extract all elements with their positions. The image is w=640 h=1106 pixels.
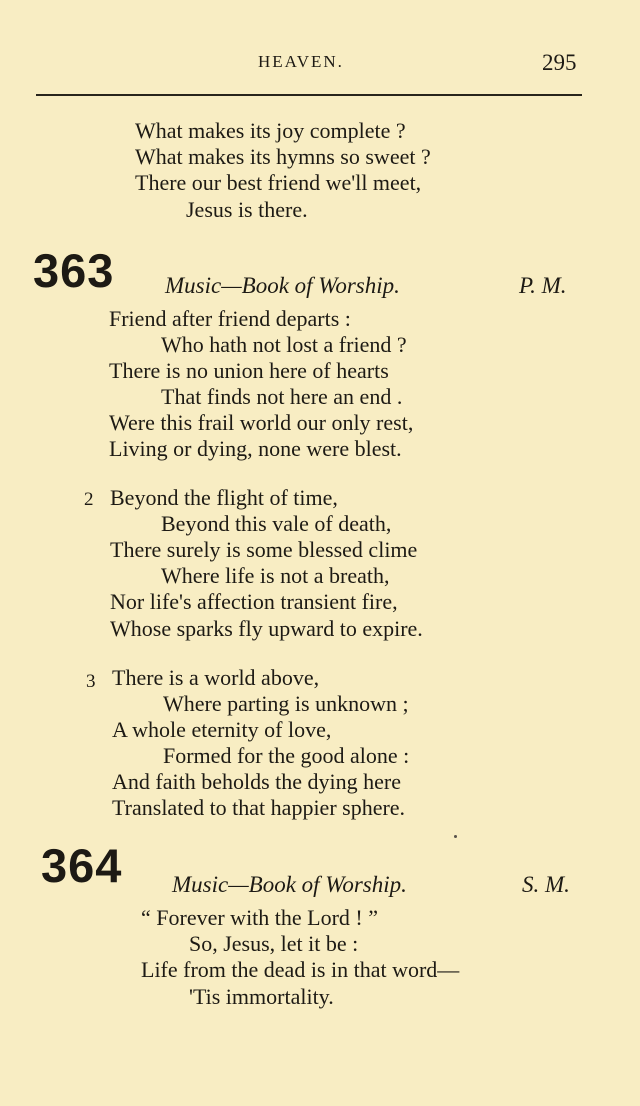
stanza-line: Were this frail world our only rest,	[109, 410, 414, 435]
stanza-line: There is no union here of hearts	[109, 358, 389, 383]
stanza-line: What makes its joy complete ?	[135, 118, 406, 143]
music-source: Music—Book of Worship.	[172, 872, 407, 897]
stanza-line: Formed for the good alone :	[163, 743, 410, 768]
stanza-line: Whose sparks fly upward to expire.	[110, 616, 423, 641]
stanza-line: What makes its hymns so sweet ?	[135, 144, 431, 169]
stanza-line: Beyond the flight of time,	[110, 485, 338, 510]
section-title: HEAVEN.	[258, 52, 344, 71]
stanza-line: Nor life's affection transient fire,	[110, 589, 398, 614]
stanza-line: And faith beholds the dying here	[112, 769, 401, 794]
meter: P. M.	[519, 273, 567, 298]
stanza-line: Friend after friend departs :	[109, 306, 351, 331]
hymn-number: 364	[41, 839, 123, 892]
header-rule	[36, 94, 582, 96]
stanza-line: Life from the dead is in that word—	[141, 957, 460, 982]
stanza-line: “ Forever with the Lord ! ”	[141, 905, 379, 930]
stanza-line: Who hath not lost a friend ?	[161, 332, 407, 357]
stanza-line: There surely is some blessed clime	[110, 537, 418, 562]
stanza-line: That finds not here an end .	[161, 384, 403, 409]
page-number: 295	[542, 50, 577, 75]
verse-number: 2	[84, 489, 94, 510]
stanza-line: Where life is not a breath,	[161, 563, 390, 588]
stanza-line: Jesus is there.	[186, 197, 308, 222]
stanza-line: 'Tis immortality.	[189, 984, 334, 1009]
stanza-line: Where parting is unknown ;	[163, 691, 409, 716]
stanza-line: Living or dying, none were blest.	[109, 436, 402, 461]
music-source: Music—Book of Worship.	[165, 273, 400, 298]
hymn-number: 363	[33, 244, 115, 297]
stanza-line: Beyond this vale of death,	[161, 511, 392, 536]
meter: S. M.	[522, 872, 570, 897]
ink-speck	[454, 835, 457, 838]
stanza-line: A whole eternity of love,	[112, 717, 332, 742]
running-head	[0, 52, 640, 82]
stanza-line: Translated to that happier sphere.	[112, 795, 406, 820]
stanza-line: There is a world above,	[112, 665, 320, 690]
stanza-line: So, Jesus, let it be :	[189, 931, 359, 956]
verse-number: 3	[86, 671, 96, 692]
stanza-line: There our best friend we'll meet,	[135, 170, 422, 195]
